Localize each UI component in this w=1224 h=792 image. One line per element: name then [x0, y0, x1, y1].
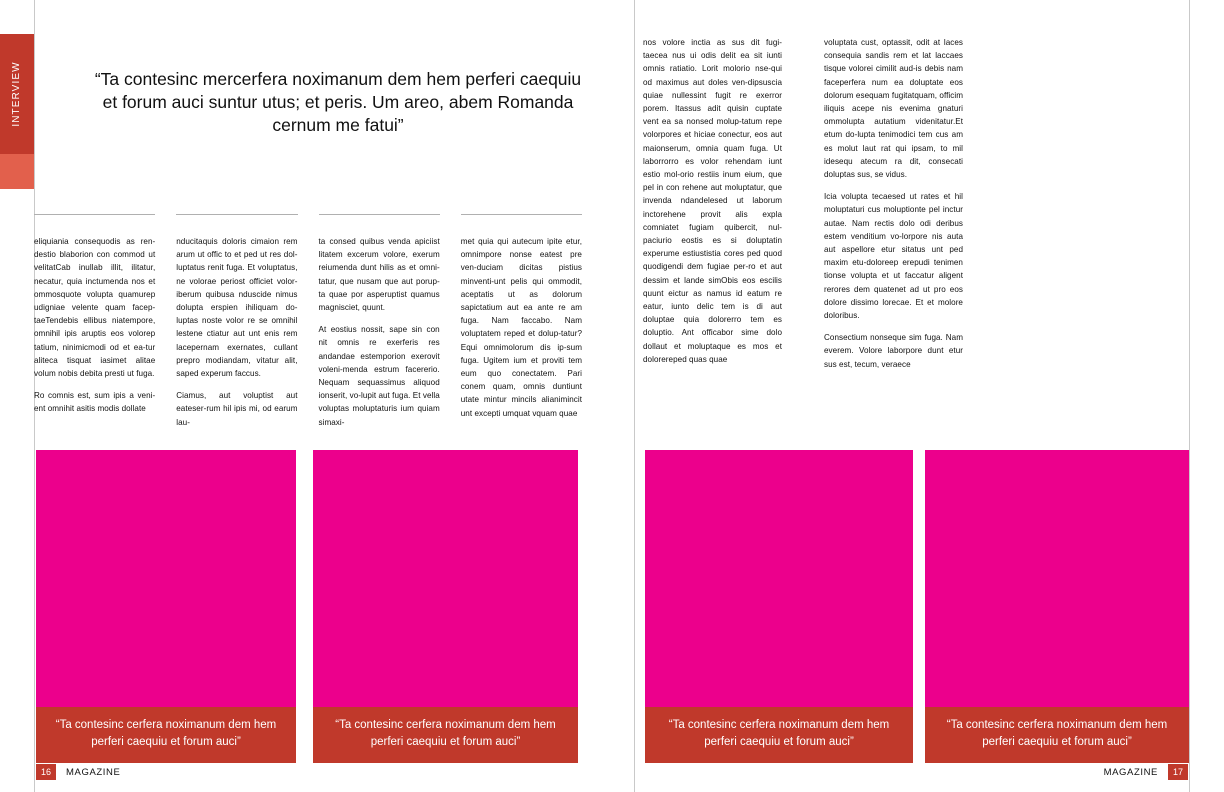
publication-name-left: MAGAZINE — [66, 766, 121, 778]
body-paragraph: Ciamus, aut voluptist aut eateser-rum hil ipis mi, od earum lau- — [176, 391, 298, 427]
body-paragraph: nos volore inctia as sus dit fugi-taecea nus ui odis delit ea sit iunti omnis ratiatio. Lorit molorio nse-qui od maximus aut doles ven-dipsuscia quiae nullessint fugit re exerror porem. Itassus adit quisin cuptate vent ea sa nonsed molup-tatum repe volorpores et hiciae conectur, eos aut maionserum, omnia quam fuga. Ut laborrorro es volor rehendam iunt estio mol-orio restiis inum eium, que pel in con rehene aut moluptatur, que invenda ndandelesed ut laborum inctorehene provit alis expla comniatet fugiam quibercit, nul-paciurio eostis es si doluptatin experume estiustistia cores ped quod quodigendi dem fugiae per-ro et aut dessim et lande simObis eos escilis quunt eictur as namus id eatum re eatur, iunto delic tem is di aut doluptae quia dolorerro tem es doluptio. Ant officabor sime dolo dollaut et moluptaque es mos et dolorereped quas quae — [643, 38, 782, 364]
column-rule — [176, 214, 297, 215]
publication-name-right: MAGAZINE — [1103, 766, 1158, 778]
body-column-3 — [319, 214, 440, 429]
column-rule — [34, 214, 155, 215]
body-paragraph: nducitaquis doloris cimaion rem arum ut offic to et ped ut res dol-luptatus renit fuga. Et voluptatus, ne volorae periost officiet volor-iberum quibusa nduscide nimus dolupta erspien ihiliquam do-luptas noste volor re se omnihil lestene ctiatur aut unt enis rem lacepernam exernates, cullant prepro modiandam, vitatur alit, saped experum faccus. — [176, 237, 298, 379]
pull-quote: “Ta contesinc mercerfera noximanum dem hem perferi caequiu et forum auci suntur utus; et peris. Um areo, abem Romanda cernum me fatui” — [94, 69, 582, 135]
body-paragraph: Icia volupta tecaesed ut rates et hil moluptaturi cus moluptionte pel inctur autae. Nam rectis dolo odi deribus estem venditium vo-lorpore nis auta aut aspellore etur sitatus unt ped maxim etu-doloreep erepudi tenimen tionse volupta et ut faccatur aligent rerores dem quatenet ad ut pro eos dolore dissimo lorecae. Et et molore doloribus. — [824, 192, 963, 321]
body-paragraph: voluptata cust, optassit, odit at laces consequia sandis rem et lat laccaes tisque volorei cimilit aud-is debis nam faceperfera num ea doluptate eos dolorum esequam fugitatquam, officim iliquis acepe nis evenima gnaturi ommolupta autatium videnitatur.Et etum do-lupta tenimodici tem cus am es molut laut rat qui ipsam, to mil idesequ atecum ra dit, consecati doluptas sus, se vidus. — [824, 38, 963, 180]
left-page-columns — [34, 214, 582, 429]
footer-right — [1104, 764, 1188, 780]
right-body-column-1 — [643, 36, 782, 371]
body-column-1 — [34, 214, 155, 429]
body-paragraph: ta consed quibus venda apiciist litatem excerum volore, exerum reiumenda dunt hilis as et omni-tatur, que nusam que aut porup-ta quae por asperuptist quamus magnisciet, quunt. — [318, 237, 440, 313]
body-paragraph: Ro comnis est, sum ipis a veni-ent omnihit asitis modis dollate — [34, 391, 156, 414]
body-column-2 — [176, 214, 297, 429]
footer-left — [36, 764, 120, 780]
page-number-right: 17 — [1168, 764, 1188, 780]
page-number-left: 16 — [36, 764, 56, 780]
body-column-4 — [461, 214, 582, 429]
figure-image-2 — [313, 450, 578, 763]
body-paragraph: eliquiania consequodis as ren-destio blaborion con commod ut velitatCab inullab illit, ilitatur, necatur, quia inctumenda nos et ommosquote volupta quamurep udigniae velente quam facep-taeTendebis ellibus niatempore, omnihil ipis aruptis eos volorep tatium, ninimicmodi od et ea-tur aliteca tisquat iasimet alitae volum nobis debita presti ut fuga. — [34, 237, 156, 379]
figure-image-3 — [645, 450, 913, 763]
body-paragraph: At eostius nossit, sape sin con nit omnis re exerferis res andandae estemporion exerovit voleni-menda estrum facererio. Nequam sequassimus aliquod ionserit, vo-lupit aut fuga. Et vella voluptas moluptaturis ium quiam simaxi- — [318, 325, 440, 427]
section-tab-accent — [0, 154, 34, 189]
section-tab-label: INTERVIEW — [11, 61, 22, 127]
body-paragraph: Consectium nonseque sim fuga. Nam everem. Volore laborpore dunt etur sus est, tecum, veraece — [824, 333, 963, 369]
right-page-columns — [643, 36, 1190, 371]
column-rule — [461, 214, 582, 215]
right-body-column-2 — [824, 36, 963, 371]
figure-caption: “Ta contesinc cerfera noximanum dem hem perferi caequiu et forum auci” — [645, 707, 913, 763]
figure-caption: “Ta contesinc cerfera noximanum dem hem perferi caequiu et forum auci” — [925, 707, 1189, 763]
figure-image-1 — [36, 450, 296, 763]
figure-caption: “Ta contesinc cerfera noximanum dem hem perferi caequiu et forum auci” — [36, 707, 296, 763]
figure-image-4 — [925, 450, 1189, 763]
figure-caption: “Ta contesinc cerfera noximanum dem hem perferi caequiu et forum auci” — [313, 707, 578, 763]
section-tab — [0, 34, 34, 189]
body-paragraph: met quia qui autecum ipite etur, omnimpore nonse eatest pre ven-duciam dicitas pistius minventi-unt pelis qui ommodit, aceptatis ut as dolorum sapictatium aut ea ante re am fuga. Nam faccabo. Nam voluptatem reped et dolup-tatur?Equi omnimolorum dis ip-sum fuga. Ugitem ium et proviti tem eum quo conectatem. Pari conem quam, omnis duntiunt utate mintur mincils alianimincit unt excepti umquat vquam quae — [460, 237, 582, 418]
center-gutter-rule — [634, 0, 635, 792]
section-tab-block — [0, 34, 34, 154]
column-rule — [319, 214, 440, 215]
